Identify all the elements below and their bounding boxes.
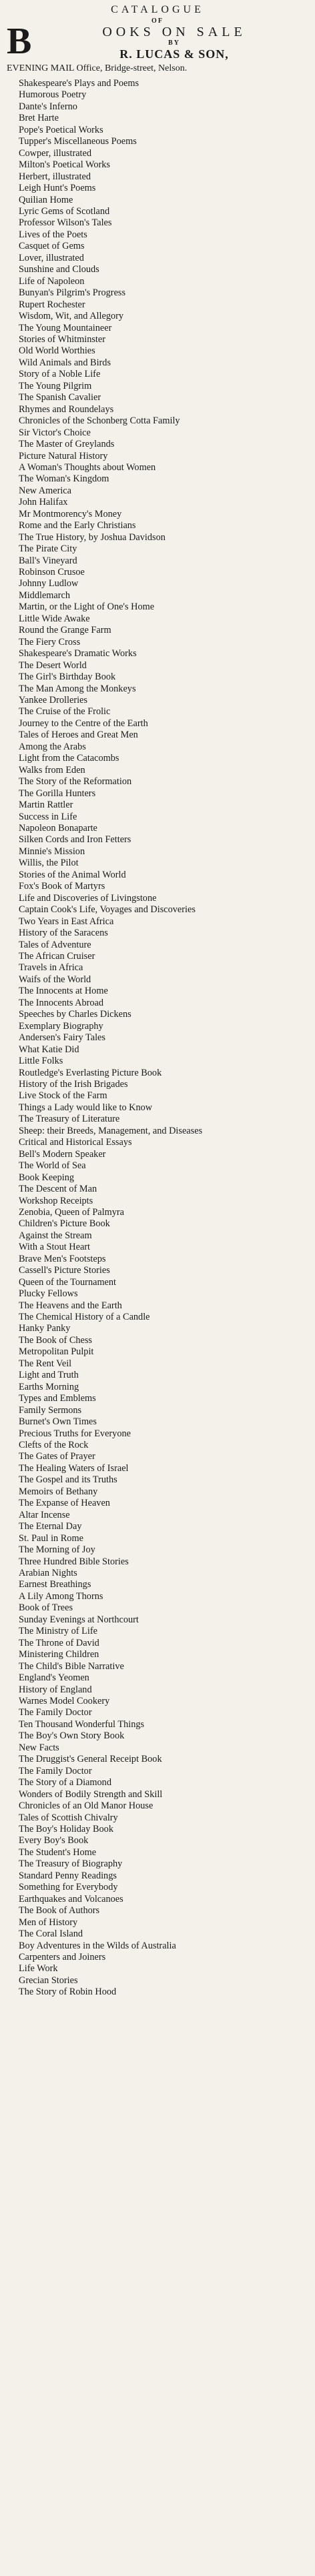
book-title: Lyric Gems of Scotland xyxy=(19,205,110,217)
book-title: The Druggist's General Receipt Book xyxy=(19,1754,162,1765)
book-title: The True History, by Joshua Davidson xyxy=(19,531,166,543)
book-title: Earths Morning xyxy=(19,1381,79,1392)
book-title: The Innocents Abroad xyxy=(19,997,104,1008)
book-title: Herbert, illustrated xyxy=(19,171,91,182)
book-title: The Descent of Man xyxy=(19,1184,97,1195)
book-title: The Spanish Cavalier xyxy=(19,392,101,403)
book-title: The Master of Greylands xyxy=(19,439,115,450)
book-title: Sheep: their Breeds, Management, and Diseases xyxy=(19,1125,203,1136)
book-title: The Chemical History of a Candle xyxy=(19,1312,150,1323)
book-title: Cassell's Picture Stories xyxy=(19,1265,110,1276)
book-title: The Ministry of Life xyxy=(19,1626,97,1637)
book-title: Napoleon Bonaparte xyxy=(19,823,97,834)
book-title: The Gospel and its Truths xyxy=(19,1474,117,1486)
book-title: The Treasury of Biography xyxy=(19,1858,123,1870)
book-title: History of the Saracens xyxy=(19,928,108,939)
book-title: Martin, or the Light of One's Home xyxy=(19,601,155,613)
book-title: Every Boy's Book xyxy=(19,1835,89,1846)
book-title: Mr Montmorency's Money xyxy=(19,508,122,519)
book-title: Bret Harte xyxy=(19,113,59,124)
book-title: Waifs of the World xyxy=(19,974,91,985)
book-title: The Man Among the Monkeys xyxy=(19,683,136,694)
book-title: Little Folks xyxy=(19,1056,63,1067)
book-title: The Eternal Day xyxy=(19,1521,82,1532)
book-title: John Halifax xyxy=(19,497,68,508)
book-title: Three Hundred Bible Stories xyxy=(19,1556,129,1567)
book-title: The Gorilla Hunters xyxy=(19,788,96,799)
book-title: The Story of a Diamond xyxy=(19,1777,111,1788)
book-title: Exemplary Biography xyxy=(19,1020,103,1032)
book-title: The Coral Island xyxy=(19,1928,83,1940)
book-title: Brave Men's Footsteps xyxy=(19,1253,106,1264)
book-title: Robinson Crusoe xyxy=(19,567,85,578)
book-title: The Rent Veil xyxy=(19,1358,72,1369)
book-title: Picture Natural History xyxy=(19,450,108,461)
firm-name: R. LUCAS & SON, xyxy=(119,47,229,61)
book-title: Wonders of Bodily Strength and Skill xyxy=(19,1788,163,1800)
book-title: Willis, the Pilot xyxy=(19,858,79,869)
book-title: Types and Emblems xyxy=(19,1393,96,1404)
book-title: England's Yeomen xyxy=(19,1672,89,1684)
book-title: With a Stout Heart xyxy=(19,1242,91,1253)
book-title: The Innocents at Home xyxy=(19,986,108,997)
book-title: Milton's Poetical Works xyxy=(19,159,110,171)
book-title: Travels in Africa xyxy=(19,962,83,974)
book-title: Stories of Whitminster xyxy=(19,333,105,345)
book-title: Humorous Poetry xyxy=(19,89,87,101)
book-title: Journey to the Centre of the Earth xyxy=(19,718,148,729)
book-title: Sunshine and Clouds xyxy=(19,264,99,275)
firm-address: EVENING MAIL Office, Bridge-street, Nelson. xyxy=(7,63,188,73)
book-title: Ministering Children xyxy=(19,1649,99,1660)
book-title: Martin Rattler xyxy=(19,800,73,811)
book-title: The Cruise of the Frolic xyxy=(19,706,111,718)
book-title: Precious Truths for Everyone xyxy=(19,1428,131,1439)
book-title: Quilian Home xyxy=(19,194,73,205)
book-title: The World of Sea xyxy=(19,1160,86,1172)
book-title: What Katie Did xyxy=(19,1044,79,1055)
book-title: Shakespeare's Plays and Poems xyxy=(19,78,139,89)
book-title: The Story of the Reformation xyxy=(19,776,132,788)
book-title: The Story of Robin Hood xyxy=(19,1987,117,1998)
book-title: The Treasury of Literature xyxy=(19,1114,120,1125)
book-title: Life of Napoleon xyxy=(19,275,85,287)
book-title: Lover, illustrated xyxy=(19,252,84,263)
book-title: Book Keeping xyxy=(19,1172,74,1183)
book-title: Sir Victor's Choice xyxy=(19,427,91,438)
book-title: A Woman's Thoughts about Women xyxy=(19,461,156,473)
book-title: Earthquakes and Volcanoes xyxy=(19,1893,123,1904)
book-title: Altar Incense xyxy=(19,1509,70,1520)
book-title: Round the Grange Farm xyxy=(19,625,111,636)
book-title: Dante's Inferno xyxy=(19,101,77,112)
book-title: The Book of Chess xyxy=(19,1334,92,1346)
book-title: New Facts xyxy=(19,1742,59,1753)
book-title: Queen of the Tournament xyxy=(19,1276,117,1288)
book-title: Carpenters and Joiners xyxy=(19,1951,106,1963)
book-list xyxy=(7,78,308,1999)
book-title: Metropolitan Pulpit xyxy=(19,1346,94,1358)
book-title: The Child's Bible Narrative xyxy=(19,1660,124,1672)
book-title: The African Cruiser xyxy=(19,950,95,962)
book-title: A Lily Among Thorns xyxy=(19,1590,103,1602)
heading-of: OF xyxy=(151,17,164,25)
book-title: Live Stock of the Farm xyxy=(19,1090,107,1102)
book-title: Success in Life xyxy=(19,811,77,822)
book-title: Two Years in East Africa xyxy=(19,916,114,927)
book-title: Earnest Breathings xyxy=(19,1579,91,1590)
book-title: Memoirs of Bethany xyxy=(19,1486,98,1497)
book-title: Walks from Eden xyxy=(19,764,85,776)
book-title: St. Paul in Rome xyxy=(19,1532,83,1544)
book-title: Tales of Heroes and Great Men xyxy=(19,730,138,741)
catalogue-heading: CATALOGUE xyxy=(111,4,204,15)
book-title: The Desert World xyxy=(19,660,87,671)
book-title: Middlemarch xyxy=(19,589,71,601)
book-title: Chronicles of an Old Manor House xyxy=(19,1800,153,1812)
book-title: Old World Worthies xyxy=(19,345,95,357)
book-title: The Girl's Birthday Book xyxy=(19,672,116,683)
book-title: The Boy's Holiday Book xyxy=(19,1823,113,1834)
book-title: Sunday Evenings at Northcourt xyxy=(19,1614,139,1625)
book-title: The Family Doctor xyxy=(19,1765,92,1776)
book-title: The Healing Waters of Israel xyxy=(19,1462,129,1474)
book-title: Pope's Poetical Works xyxy=(19,124,103,135)
book-title: Boy Adventures in the Wilds of Australia xyxy=(19,1940,176,1951)
book-title: Life Work xyxy=(19,1963,58,1975)
books-on-sale-heading: OOKS ON SALE xyxy=(102,25,246,39)
book-title: Life and Discoveries of Livingstone xyxy=(19,892,157,904)
book-title: Arabian Nights xyxy=(19,1568,77,1578)
heading-by: BY xyxy=(168,39,180,47)
book-title: The Family Doctor xyxy=(19,1707,92,1718)
book-title: Ball's Vineyard xyxy=(19,555,77,566)
book-title: Burnet's Own Times xyxy=(19,1416,97,1428)
book-title: New America xyxy=(19,485,71,496)
book-title: Casquet of Gems xyxy=(19,241,85,252)
book-title: Captain Cook's Life, Voyages and Discoveries xyxy=(19,904,196,916)
book-title: Story of a Noble Life xyxy=(19,369,101,380)
book-title: Professor Wilson's Tales xyxy=(19,217,112,229)
book-title: History of the Irish Brigades xyxy=(19,1078,128,1090)
book-title: Yankee Drolleries xyxy=(19,695,87,706)
book-title: Light and Truth xyxy=(19,1370,79,1381)
book-title: Minnie's Mission xyxy=(19,846,85,857)
book-title: Warnes Model Cookery xyxy=(19,1695,110,1706)
book-title: Plucky Fellows xyxy=(19,1288,78,1300)
book-title: Routledge's Everlasting Picture Book xyxy=(19,1067,162,1078)
book-title: Little Wide Awake xyxy=(19,613,90,624)
book-title: Chronicles of the Schonberg Cotta Family xyxy=(19,415,180,427)
book-title: The Throne of David xyxy=(19,1637,99,1648)
book-title: Tales of Adventure xyxy=(19,939,91,950)
book-title: Speeches by Charles Dickens xyxy=(19,1009,131,1020)
book-title: The Expanse of Heaven xyxy=(19,1498,110,1509)
book-title: Zenobia, Queen of Palmyra xyxy=(19,1206,125,1218)
book-title: Cowper, illustrated xyxy=(19,147,92,159)
book-title: Johnny Ludlow xyxy=(19,578,79,589)
book-title: Among the Arabs xyxy=(19,741,86,752)
book-title: Grecian Stories xyxy=(19,1975,78,1986)
book-title: History of England xyxy=(19,1684,92,1695)
book-title: Rhymes and Roundelays xyxy=(19,403,114,415)
book-title: Rupert Rochester xyxy=(19,299,85,310)
book-title: Shakespeare's Dramatic Works xyxy=(19,648,137,660)
book-title: Stories of the Animal World xyxy=(19,869,126,880)
book-title: The Book of Authors xyxy=(19,1905,100,1916)
book-title: Something for Everybody xyxy=(19,1882,118,1893)
book-title: Silken Cords and Iron Fetters xyxy=(19,834,131,846)
book-title: Things a Lady would like to Know xyxy=(19,1102,153,1113)
book-title: Ten Thousand Wonderful Things xyxy=(19,1718,145,1730)
book-title: Against the Stream xyxy=(19,1230,92,1241)
book-title: Standard Penny Readings xyxy=(19,1870,117,1881)
book-title: The Morning of Joy xyxy=(19,1544,95,1556)
book-title: Wisdom, Wit, and Allegory xyxy=(19,311,124,322)
book-title: The Student's Home xyxy=(19,1846,97,1858)
book-title: Family Sermons xyxy=(19,1404,82,1416)
book-title: Rome and the Early Christians xyxy=(19,520,136,531)
drop-cap-letter: B xyxy=(7,21,32,62)
book-title: Light from the Catacombs xyxy=(19,753,119,764)
book-title: Tupper's Miscellaneous Poems xyxy=(19,136,137,147)
book-title: Men of History xyxy=(19,1916,78,1928)
book-title: The Fiery Cross xyxy=(19,636,81,648)
book-title: The Woman's Kingdom xyxy=(19,473,109,485)
book-title: The Heavens and the Earth xyxy=(19,1300,122,1311)
book-title: Lives of the Poets xyxy=(19,229,87,240)
book-title: The Young Mountaineer xyxy=(19,322,112,333)
book-title: Hanky Panky xyxy=(19,1323,71,1334)
book-title: The Boy's Own Story Book xyxy=(19,1730,125,1742)
book-title: Fox's Book of Martyrs xyxy=(19,881,105,892)
book-title: Wild Animals and Birds xyxy=(19,357,111,368)
book-title: Critical and Historical Essays xyxy=(19,1137,132,1148)
book-title: Tales of Scottish Chivalry xyxy=(19,1812,118,1823)
book-title: Workshop Receipts xyxy=(19,1195,93,1206)
book-title: Book of Trees xyxy=(19,1602,73,1614)
book-title: Leigh Hunt's Poems xyxy=(19,183,96,194)
book-title: Bunyan's Pilgrim's Progress xyxy=(19,287,126,299)
book-title: Clefts of the Rock xyxy=(19,1440,89,1451)
book-title: The Young Pilgrim xyxy=(19,380,92,391)
book-title: The Gates of Prayer xyxy=(19,1451,95,1462)
book-title: Bell's Modern Speaker xyxy=(19,1148,106,1160)
book-title: Children's Picture Book xyxy=(19,1218,110,1230)
book-title: The Pirate City xyxy=(19,543,77,555)
book-title: Andersen's Fairy Tales xyxy=(19,1032,105,1044)
